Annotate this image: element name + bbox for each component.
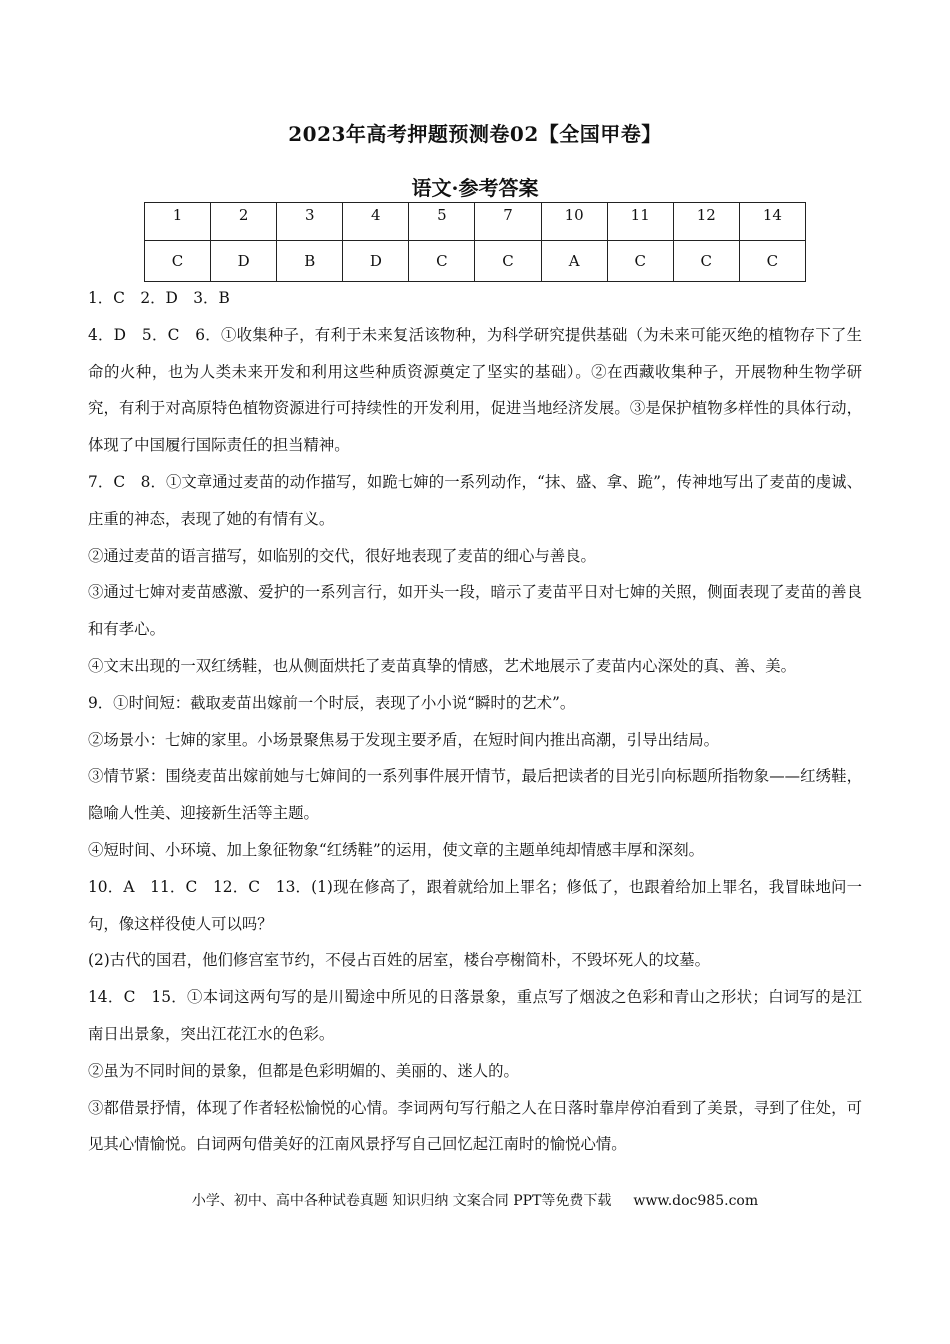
page-footer bbox=[0, 1190, 950, 1210]
answer-cell: C bbox=[739, 241, 805, 282]
answer-cell: C bbox=[673, 241, 739, 282]
answer-paragraph: 4．D 5．C 6．①收集种子，有利于未来复活该物种，为科学研究提供基础（为未来可能灭绝的植物存下了生命的火种，也为人类未来开发和利用这些种质资源奠定了坚实的基础）。②在西藏收集种子，开展物种生物学研究，有利于对高原特色植物资源进行可持续性的开发利用，促进当地经济发展。③是保护植物多样性的具体行动，体现了中国履行国际责任的担当精神。 bbox=[88, 325, 862, 455]
answer-table bbox=[144, 202, 806, 282]
answer-cell: C bbox=[475, 241, 541, 282]
question-number-cell: 4 bbox=[343, 203, 409, 241]
question-number-cell: 1 bbox=[145, 203, 211, 241]
answer-paragraph: ③情节紧：围绕麦苗出嫁前她与七婶间的一系列事件展开情节，最后把读者的目光引向标题所指物象——红绣鞋，隐喻人性美、迎接新生活等主题。 bbox=[88, 767, 862, 823]
answer-paragraph: ④短时间、小环境、加上象征物象“红绣鞋”的运用，使文章的主题单纯却情感丰厚和深刻。 bbox=[88, 840, 704, 859]
answer-cell: B bbox=[277, 241, 343, 282]
answer-cell: C bbox=[409, 241, 475, 282]
page-title: 2023年高考押题预测卷02【全国甲卷】 bbox=[288, 122, 662, 146]
answer-cell: D bbox=[211, 241, 277, 282]
footer-text: 小学、初中、高中各种试卷真题 知识归纳 文案合同 PPT等免费下载 bbox=[191, 1193, 612, 1209]
question-number-cell: 10 bbox=[541, 203, 607, 241]
question-number-cell: 11 bbox=[607, 203, 673, 241]
answer-paragraph: 9．①时间短：截取麦苗出嫁前一个时辰，表现了小小说“瞬时的艺术”。 bbox=[88, 693, 576, 712]
answer-paragraph: 14．C 15．①本词这两句写的是川蜀途中所见的日落景象，重点写了烟波之色彩和青山之形状；白词写的是江南日出景象，突出江花江水的色彩。 bbox=[88, 988, 862, 1043]
answer-paragraph: ③都借景抒情，体现了作者轻松愉悦的心情。李词两句写行船之人在日落时靠岸停泊看到了美景，寻到了住处，可见其心情愉悦。白词两句借美好的江南风景抒写自己回忆起江南时的愉悦心情。 bbox=[88, 1098, 862, 1154]
answer-paragraph: ②虽为不同时间的景象，但都是色彩明媚的、美丽的、迷人的。 bbox=[88, 1061, 519, 1080]
answer-paragraph: ②通过麦苗的语言描写，如临别的交代，很好地表现了麦苗的细心与善良。 bbox=[88, 546, 596, 565]
answer-paragraph: (2)古代的国君，他们修宫室节约，不侵占百姓的居室，楼台亭榭简朴，不毁坏死人的坟墓。 bbox=[88, 951, 711, 970]
answer-paragraph: ②场景小：七婶的家里。小场景聚焦易于发现主要矛盾，在短时间内推出高潮，引导出结局。 bbox=[88, 730, 720, 749]
footer-site-link[interactable]: www.doc985.com bbox=[633, 1193, 759, 1209]
question-number-cell: 2 bbox=[211, 203, 277, 241]
answer-paragraph: 10．A 11．C 12．C 13．(1)现在修高了，跟着就给加上罪名；修低了，也跟着给加上罪名，我冒昧地问一句，像这样役使人可以吗？ bbox=[88, 877, 862, 933]
page-subtitle: 语文·参考答案 bbox=[411, 176, 539, 200]
answer-cell: A bbox=[541, 241, 607, 282]
question-number-cell: 12 bbox=[673, 203, 739, 241]
answer-cell: C bbox=[145, 241, 211, 282]
question-number-cell: 14 bbox=[739, 203, 805, 241]
answer-paragraph: ④文末出现的一双红绣鞋，也从侧面烘托了麦苗真挚的情感，艺术地展示了麦苗内心深处的真、善、美。 bbox=[88, 656, 796, 675]
answer-explanations bbox=[88, 280, 862, 1163]
answer-paragraph: 1．C 2．D 3．B bbox=[88, 289, 230, 307]
question-number-row bbox=[145, 203, 806, 241]
answer-paragraph: ③通过七婶对麦苗感激、爱护的一系列言行，如开头一段，暗示了麦苗平日对七婶的关照，侧面表现了麦苗的善良和有孝心。 bbox=[88, 583, 862, 639]
answer-cell: D bbox=[343, 241, 409, 282]
question-number-cell: 5 bbox=[409, 203, 475, 241]
question-number-cell: 3 bbox=[277, 203, 343, 241]
answer-row bbox=[145, 241, 806, 282]
answer-cell: C bbox=[607, 241, 673, 282]
question-number-cell: 7 bbox=[475, 203, 541, 241]
answer-paragraph: 7．C 8．①文章通过麦苗的动作描写，如跪七婶的一系列动作，“抹、盛、拿、跪”，传神地写出了麦苗的虔诚、庄重的神态，表现了她的有情有义。 bbox=[88, 472, 862, 528]
